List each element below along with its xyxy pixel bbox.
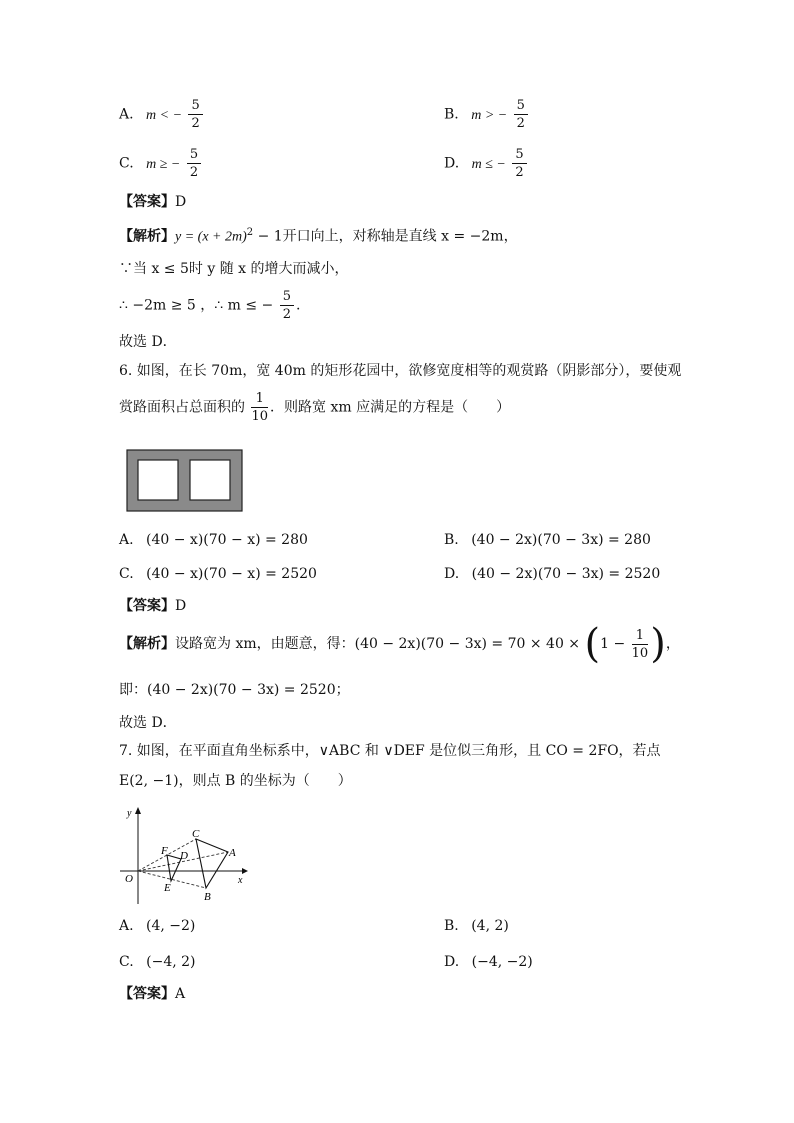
q7-option-c: C. (−4, 2) [119, 954, 196, 970]
label-d: D [180, 850, 188, 862]
q5-option-b: B. m > − $\frac{5}{2}$ [444, 99, 530, 130]
label-b: B [204, 891, 211, 903]
q6-analysis-line1: 【解析】设路宽为 xm，由题意，得：(40 − 2x)(70 − 3x) = 70 × 40 × (1 − $\frac{1}{10}$ )， [119, 621, 680, 667]
garden-plot-left [138, 460, 178, 500]
q5-conclusion: 故选 D． [119, 334, 177, 350]
garden-figure [126, 449, 244, 513]
similar-triangles-figure [118, 804, 250, 906]
label-e: E [164, 882, 171, 894]
q5-analysis-line2: ∵当 x ≤ 5时 y 随 x 的增大而减小， [119, 261, 349, 277]
q7-answer: 【答案】A [119, 986, 186, 1002]
label-y: y [127, 808, 132, 819]
q5-analysis-line3: ∴ −2m ≥ 5 ，∴ m ≤ − $\frac{5}{2}$ . [119, 289, 301, 322]
label-f: F [161, 845, 168, 857]
q6-option-c: C. (40 − x)(70 − x) = 2520 [119, 566, 317, 582]
label-a: A [229, 847, 236, 859]
q7-stem-line1: 7. 如图，在平面直角坐标系中，∨ABC 和 ∨DEF 是位似三角形，且 CO = 2FO，若点 [119, 743, 661, 759]
fraction: $\frac{5}{2}$ [187, 148, 201, 179]
label-c: C [192, 828, 200, 840]
left-paren: ( [584, 621, 601, 667]
q7-stem-line2: E(2, −1)，则点 B 的坐标为（ ） [119, 773, 352, 789]
q5-analysis-line1: 【解析】$y = (x + 2m)^2 - 1$开口向上，对称轴是直线 x = −2m， [119, 227, 518, 245]
q6-analysis-line2: 即：(40 − 2x)(70 − 3x) = 2520； [119, 682, 350, 698]
fraction: $\frac{5}{2}$ [512, 148, 526, 179]
q7-option-b: B. (4, 2) [444, 918, 509, 934]
q6-option-b: B. (40 − 2x)(70 − 3x) = 280 [444, 532, 651, 548]
fraction: $\frac{1}{10}$ [251, 391, 268, 424]
q7-option-d: D. (−4, −2) [444, 954, 533, 970]
q7-option-a: A. (4, −2) [119, 918, 196, 934]
q5-answer: 【答案】D [119, 194, 187, 210]
q6-answer: 【答案】D [119, 598, 187, 614]
label-o: O [125, 873, 133, 885]
x-axis-arrow [242, 868, 248, 874]
label-x: x [238, 875, 243, 886]
q5-option-c: C. m ≥ − $\frac{5}{2}$ [119, 148, 203, 179]
garden-plot-right [190, 460, 230, 500]
fraction: $\frac{5}{2}$ [514, 99, 528, 130]
q6-stem-line2: 赏路面积占总面积的 $\frac{1}{10}$ ．则路宽 xm 应满足的方程是（ ） [119, 391, 511, 424]
triangle-abc [196, 839, 228, 888]
fraction: $\frac{1}{10}$ [631, 627, 649, 661]
q6-conclusion: 故选 D． [119, 715, 177, 731]
fraction: $\frac{5}{2}$ [188, 99, 202, 130]
right-paren: ) [650, 621, 666, 667]
q5-option-d: D. m ≤ − $\frac{5}{2}$ [444, 148, 529, 179]
q6-option-d: D. (40 − 2x)(70 − 3x) = 2520 [444, 566, 661, 582]
q5-option-a: A. m < − $\frac{5}{2}$ [119, 99, 205, 130]
fraction: $\frac{5}{2}$ [280, 290, 294, 321]
q6-option-a: A. (40 − x)(70 − x) = 280 [119, 532, 308, 548]
q6-stem-line1: 6. 如图，在长 70m，宽 40m 的矩形花园中，欲修宽度相等的观赏路（阴影部分），要使观 [119, 363, 682, 379]
y-axis-arrow [135, 807, 141, 814]
triangle-def [167, 855, 181, 881]
